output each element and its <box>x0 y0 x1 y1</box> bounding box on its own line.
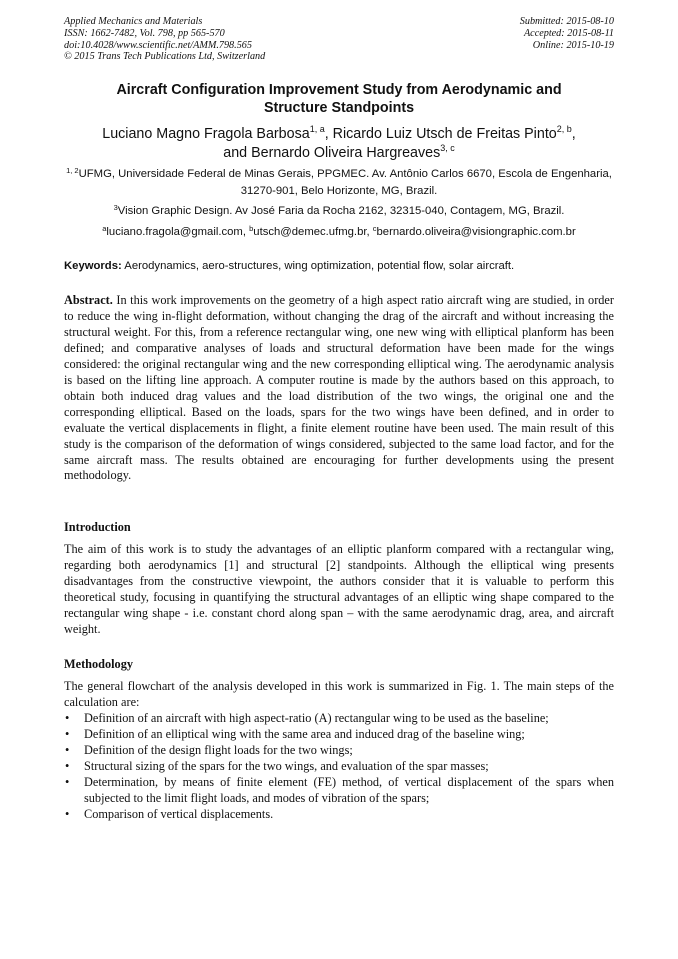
publication-dates <box>520 16 614 51</box>
submitted-date: Submitted: 2015-08-10 <box>519 16 614 27</box>
affiliation-text: Vision Graphic Design. Av José Faria da Rocha 2162, 32315-040, Contagem, MG, Brazil. <box>117 205 565 217</box>
author-1: Luciano Magno Fragola Barbosa <box>102 126 310 142</box>
author-separator: , <box>571 126 576 142</box>
journal-doi[interactable]: doi:10.4028/www.scientific.net/AMM.798.565 <box>64 39 252 51</box>
introduction-text: The aim of this work is to study the advantages of an elliptic planform compared with a rectangular wing, regarding both aerodynamics [1] and structural [2] standpoints. Although the elliptical wing presents disadvantages from the constructive viewpoint, the authors consider that it is valuable to perform this theoretical study, focusing in quantifying the structural advantages of an elliptic wing shape compared to the rectangular wing shape - i.e. constant chord along span – with the same aerodynamic drag, area, and aircraft weight. <box>64 542 614 636</box>
author-line-2 <box>64 144 614 163</box>
email-c[interactable]: bernardo.oliveira@visiongraphic.com.br <box>376 226 576 238</box>
methodology-steps <box>64 711 614 823</box>
affiliation-vision <box>64 203 614 220</box>
author-1-affiliation: 1, a <box>309 124 325 134</box>
author-emails <box>64 224 614 241</box>
email-a[interactable]: luciano.fragola@gmail.com, <box>106 226 250 238</box>
author-2: Ricardo Luiz Utsch de Freitas Pinto <box>332 126 557 142</box>
affiliation-ufmg <box>64 166 614 199</box>
email-marker: b <box>249 224 254 233</box>
abstract <box>64 293 614 484</box>
list-item <box>64 711 614 727</box>
introduction-heading: Introduction <box>64 520 131 534</box>
online-date: Online: 2015-10-19 <box>532 39 614 51</box>
list-item <box>64 727 614 743</box>
list-item <box>64 759 614 775</box>
author-separator: , <box>324 126 333 142</box>
accepted-date: Accepted: 2015-08-11 <box>523 27 614 39</box>
author-line-1 <box>64 125 614 144</box>
affiliation-text: UFMG, Universidade Federal de Minas Gerais, PPGMEC. Av. Antônio Carlos 6670, Escola de Engenharia, 31270-901, Belo Horizonte, MG, Brazil. <box>78 168 612 197</box>
keywords-label: Keywords: <box>64 260 122 272</box>
author-conjunction: and <box>223 145 252 161</box>
bullet-icon: • <box>65 774 70 789</box>
paper-title <box>70 82 608 117</box>
author-3: Bernardo Oliveira Hargreaves <box>251 145 441 161</box>
bullet-icon: • <box>65 758 70 773</box>
list-item-text: Definition of an elliptical wing with the same area and induced drag of the baseline wing; <box>84 726 525 741</box>
methodology-heading: Methodology <box>64 657 133 671</box>
email-b[interactable]: utsch@demec.ufmg.br, <box>253 226 373 238</box>
journal-copyright: © 2015 Trans Tech Publications Ltd, Switzerland <box>64 51 266 63</box>
list-item-text: Definition of the design flight loads for the two wings; <box>84 742 353 757</box>
email-marker: c <box>372 224 377 233</box>
paper-title-line-2: Structure Standpoints <box>263 99 415 116</box>
journal-issn: ISSN: 1662-7482, Vol. 798, pp 565-570 <box>64 27 225 39</box>
author-3-affiliation: 3, c <box>440 143 455 153</box>
methodology-text: The general flowchart of the analysis developed in this work is summarized in Fig. 1. The main steps of the calculation are: <box>64 679 614 709</box>
bullet-icon: • <box>65 742 70 757</box>
list-item-text: Comparison of vertical displacements. <box>84 806 274 821</box>
affiliation-marker: 3 <box>113 203 118 212</box>
list-item <box>64 743 614 759</box>
email-marker: a <box>102 224 107 233</box>
list-item-text: Definition of an aircraft with high aspect-ratio (A) rectangular wing to be used as the baseline; <box>84 711 549 725</box>
bullet-icon: • <box>65 711 70 725</box>
list-item-text: Structural sizing of the spars for the two wings, and evaluation of the spar masses; <box>84 758 489 773</box>
affiliation-marker: 1, 2 <box>66 166 79 175</box>
list-item <box>64 775 614 807</box>
abstract-label: Abstract. <box>64 293 113 307</box>
list-item-text: Determination, by means of finite element (FE) method, of vertical displacement of the spars when subjected to the limit flight loads, and modes of vibration of the spars; <box>84 774 614 805</box>
bullet-icon: • <box>65 806 70 821</box>
keywords <box>64 259 614 274</box>
bullet-icon: • <box>65 726 70 741</box>
keywords-text: Aerodynamics, aero-structures, wing optimization, potential flow, solar aircraft. <box>121 260 515 272</box>
paper-title-line-1: Aircraft Configuration Improvement Study from Aerodynamic and <box>116 82 562 98</box>
journal-info <box>64 16 265 63</box>
list-item <box>64 807 614 823</box>
author-list <box>64 125 614 163</box>
journal-name: Applied Mechanics and Materials <box>64 16 203 27</box>
author-2-affiliation: 2, b <box>556 124 572 134</box>
abstract-text: In this work improvements on the geometry of a high aspect ratio aircraft wing are studied, in order to reduce the wing in-flight deformation, without changing the drag of the aircraft and without increasing the structural weight. For this, from a reference rectangular wing, one new wing with elliptical planform has been defined; and comparative analyses of loads and structural deformation have been made for the wings considered: the original rectangular wing and the new corresponding elliptical wing. The aerodynamic analysis is based on the lifting line approach. A computer routine is made by the authors based on this approach, to obtain both induced drag values and the load distribution of the two wings, the original one and the corresponding elliptical. Based on the loads, spars for the two wings have been defined, and in order to evaluate the vertical displacements in flight, a finite element routine have been used. The main result of this study is the comparison of the deformation of wings considered, subjected to the same load factor, and for the same aircraft mass. The results obtained are encouraging for further developments using the present methodology. <box>64 293 614 483</box>
